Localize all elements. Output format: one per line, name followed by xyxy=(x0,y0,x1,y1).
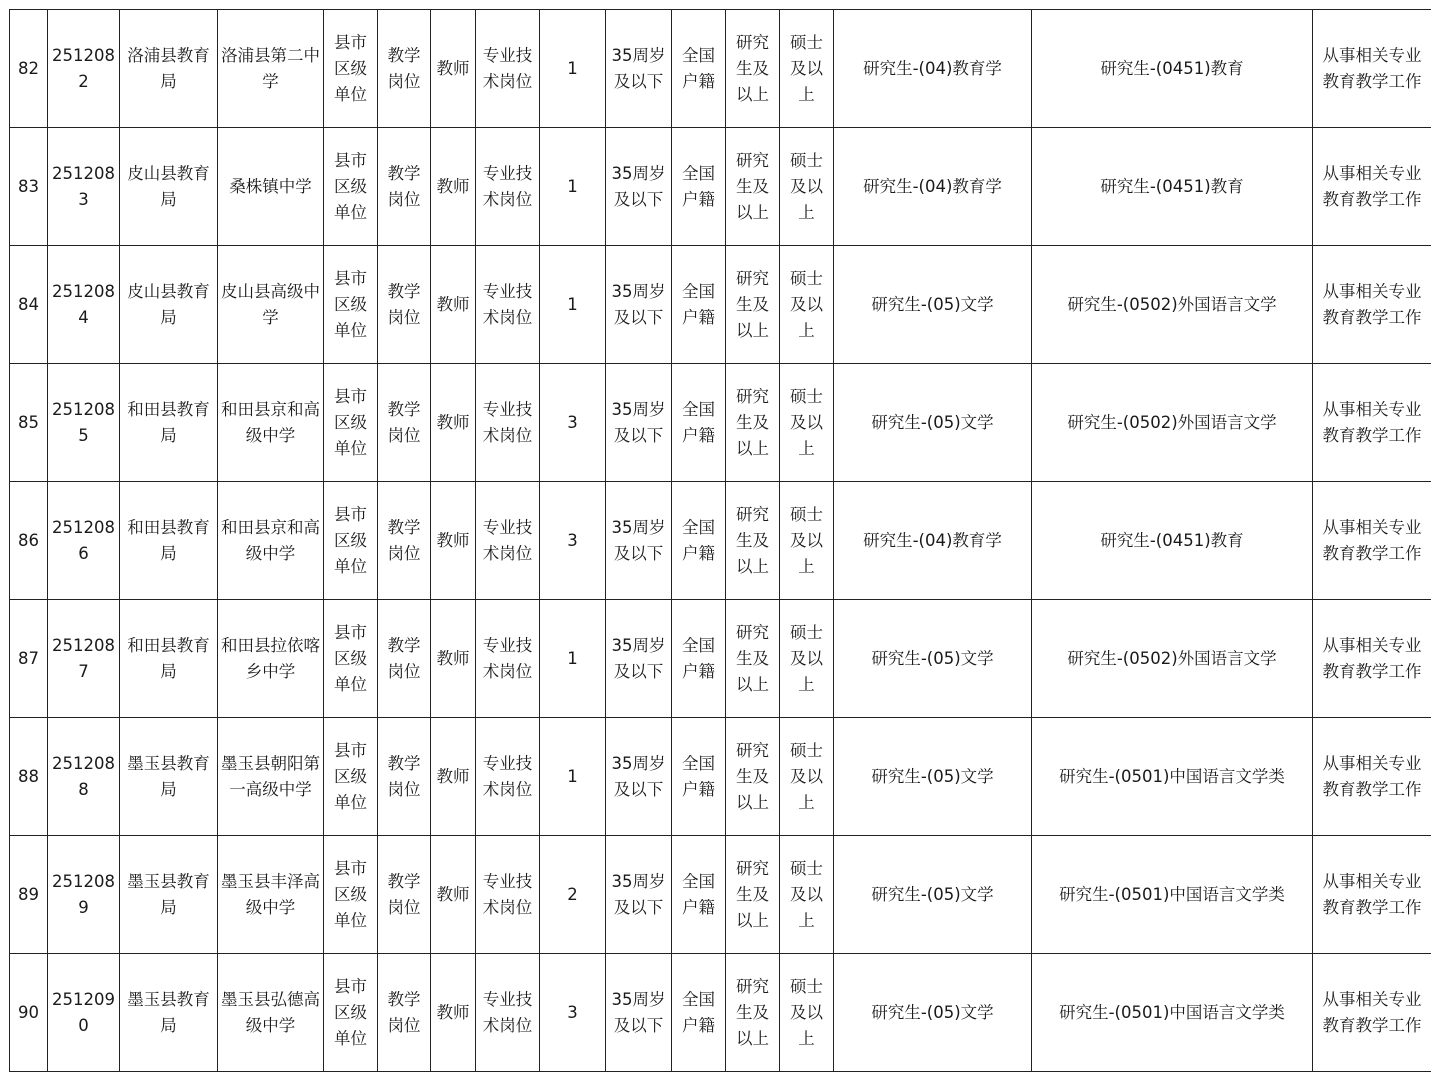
cell-education-requirement: 研究生及以上 xyxy=(726,836,780,954)
cell-post-name: 教师 xyxy=(431,954,476,1072)
cell-major-category: 研究生-(05)文学 xyxy=(834,246,1032,364)
cell-post-class: 专业技术岗位 xyxy=(476,364,540,482)
cell-education-requirement: 研究生及以上 xyxy=(726,482,780,600)
table-row xyxy=(10,954,1432,1072)
cell-education-requirement: 研究生及以上 xyxy=(726,600,780,718)
cell-unit-level: 县市区级单位 xyxy=(324,482,378,600)
cell-department: 墨玉县教育局 xyxy=(120,954,218,1072)
cell-major-category: 研究生-(04)教育学 xyxy=(834,482,1032,600)
cell-post-type: 教学岗位 xyxy=(378,128,431,246)
cell-serial-number: 89 xyxy=(10,836,48,954)
cell-serial-number: 83 xyxy=(10,128,48,246)
table-row xyxy=(10,128,1432,246)
cell-education-requirement: 研究生及以上 xyxy=(726,10,780,128)
cell-degree-requirement: 硕士及以上 xyxy=(780,128,834,246)
cell-age-requirement: 35周岁及以下 xyxy=(606,836,672,954)
cell-education-requirement: 研究生及以上 xyxy=(726,128,780,246)
cell-post-name: 教师 xyxy=(431,718,476,836)
cell-post-name: 教师 xyxy=(431,836,476,954)
cell-position-code: 2512090 xyxy=(48,954,120,1072)
cell-remarks: 从事相关专业教育教学工作 xyxy=(1313,482,1432,600)
cell-hiring-count: 3 xyxy=(540,482,606,600)
cell-education-requirement: 研究生及以上 xyxy=(726,246,780,364)
cell-post-type: 教学岗位 xyxy=(378,954,431,1072)
cell-remarks: 从事相关专业教育教学工作 xyxy=(1313,128,1432,246)
cell-department: 和田县教育局 xyxy=(120,482,218,600)
cell-department: 和田县教育局 xyxy=(120,364,218,482)
cell-major-category: 研究生-(05)文学 xyxy=(834,836,1032,954)
cell-position-code: 2512088 xyxy=(48,718,120,836)
cell-household-registration: 全国户籍 xyxy=(672,246,726,364)
table-row xyxy=(10,600,1432,718)
cell-education-requirement: 研究生及以上 xyxy=(726,718,780,836)
cell-unit-level: 县市区级单位 xyxy=(324,600,378,718)
cell-post-name: 教师 xyxy=(431,482,476,600)
cell-household-registration: 全国户籍 xyxy=(672,128,726,246)
table-row xyxy=(10,718,1432,836)
cell-major-category: 研究生-(05)文学 xyxy=(834,600,1032,718)
table-row xyxy=(10,836,1432,954)
cell-degree-requirement: 硕士及以上 xyxy=(780,10,834,128)
cell-unit-level: 县市区级单位 xyxy=(324,10,378,128)
cell-department: 墨玉县教育局 xyxy=(120,718,218,836)
table-row xyxy=(10,482,1432,600)
cell-post-class: 专业技术岗位 xyxy=(476,482,540,600)
cell-major-subcategory: 研究生-(0502)外国语言文学 xyxy=(1032,600,1313,718)
cell-position-code: 2512089 xyxy=(48,836,120,954)
cell-post-name: 教师 xyxy=(431,600,476,718)
cell-unit-level: 县市区级单位 xyxy=(324,954,378,1072)
cell-household-registration: 全国户籍 xyxy=(672,718,726,836)
cell-post-name: 教师 xyxy=(431,246,476,364)
cell-age-requirement: 35周岁及以下 xyxy=(606,364,672,482)
cell-hiring-count: 1 xyxy=(540,600,606,718)
cell-post-class: 专业技术岗位 xyxy=(476,246,540,364)
cell-unit-level: 县市区级单位 xyxy=(324,128,378,246)
cell-remarks: 从事相关专业教育教学工作 xyxy=(1313,718,1432,836)
cell-employer-unit: 墨玉县朝阳第一高级中学 xyxy=(218,718,324,836)
cell-position-code: 2512084 xyxy=(48,246,120,364)
table-row xyxy=(10,246,1432,364)
cell-major-subcategory: 研究生-(0502)外国语言文学 xyxy=(1032,364,1313,482)
cell-employer-unit: 皮山县高级中学 xyxy=(218,246,324,364)
cell-major-subcategory: 研究生-(0501)中国语言文学类 xyxy=(1032,954,1313,1072)
cell-employer-unit: 墨玉县丰泽高级中学 xyxy=(218,836,324,954)
cell-household-registration: 全国户籍 xyxy=(672,836,726,954)
cell-household-registration: 全国户籍 xyxy=(672,10,726,128)
cell-position-code: 2512087 xyxy=(48,600,120,718)
cell-remarks: 从事相关专业教育教学工作 xyxy=(1313,600,1432,718)
cell-position-code: 2512085 xyxy=(48,364,120,482)
cell-hiring-count: 1 xyxy=(540,246,606,364)
cell-employer-unit: 和田县京和高级中学 xyxy=(218,364,324,482)
cell-major-category: 研究生-(05)文学 xyxy=(834,718,1032,836)
cell-hiring-count: 2 xyxy=(540,836,606,954)
cell-degree-requirement: 硕士及以上 xyxy=(780,364,834,482)
table-row xyxy=(10,10,1432,128)
cell-age-requirement: 35周岁及以下 xyxy=(606,482,672,600)
cell-major-category: 研究生-(05)文学 xyxy=(834,364,1032,482)
cell-education-requirement: 研究生及以上 xyxy=(726,364,780,482)
cell-department: 和田县教育局 xyxy=(120,600,218,718)
cell-post-type: 教学岗位 xyxy=(378,836,431,954)
cell-department: 墨玉县教育局 xyxy=(120,836,218,954)
cell-post-class: 专业技术岗位 xyxy=(476,836,540,954)
cell-position-code: 2512083 xyxy=(48,128,120,246)
cell-unit-level: 县市区级单位 xyxy=(324,718,378,836)
cell-post-class: 专业技术岗位 xyxy=(476,718,540,836)
table-row xyxy=(10,364,1432,482)
cell-post-type: 教学岗位 xyxy=(378,600,431,718)
cell-employer-unit: 墨玉县弘德高级中学 xyxy=(218,954,324,1072)
cell-post-class: 专业技术岗位 xyxy=(476,954,540,1072)
cell-age-requirement: 35周岁及以下 xyxy=(606,128,672,246)
cell-position-code: 2512086 xyxy=(48,482,120,600)
cell-post-name: 教师 xyxy=(431,364,476,482)
cell-employer-unit: 和田县京和高级中学 xyxy=(218,482,324,600)
cell-age-requirement: 35周岁及以下 xyxy=(606,718,672,836)
cell-household-registration: 全国户籍 xyxy=(672,954,726,1072)
cell-remarks: 从事相关专业教育教学工作 xyxy=(1313,836,1432,954)
cell-remarks: 从事相关专业教育教学工作 xyxy=(1313,10,1432,128)
cell-age-requirement: 35周岁及以下 xyxy=(606,954,672,1072)
cell-unit-level: 县市区级单位 xyxy=(324,364,378,482)
cell-post-name: 教师 xyxy=(431,10,476,128)
cell-serial-number: 82 xyxy=(10,10,48,128)
recruitment-table xyxy=(9,9,1431,1072)
cell-department: 洛浦县教育局 xyxy=(120,10,218,128)
cell-serial-number: 90 xyxy=(10,954,48,1072)
cell-unit-level: 县市区级单位 xyxy=(324,246,378,364)
recruitment-table-sheet xyxy=(9,9,1431,1084)
cell-post-class: 专业技术岗位 xyxy=(476,10,540,128)
cell-major-subcategory: 研究生-(0501)中国语言文学类 xyxy=(1032,836,1313,954)
cell-major-subcategory: 研究生-(0451)教育 xyxy=(1032,10,1313,128)
cell-hiring-count: 1 xyxy=(540,128,606,246)
cell-degree-requirement: 硕士及以上 xyxy=(780,246,834,364)
cell-remarks: 从事相关专业教育教学工作 xyxy=(1313,954,1432,1072)
cell-degree-requirement: 硕士及以上 xyxy=(780,954,834,1072)
cell-department: 皮山县教育局 xyxy=(120,128,218,246)
cell-major-category: 研究生-(04)教育学 xyxy=(834,10,1032,128)
cell-age-requirement: 35周岁及以下 xyxy=(606,10,672,128)
cell-post-type: 教学岗位 xyxy=(378,718,431,836)
cell-major-subcategory: 研究生-(0502)外国语言文学 xyxy=(1032,246,1313,364)
cell-post-type: 教学岗位 xyxy=(378,364,431,482)
cell-degree-requirement: 硕士及以上 xyxy=(780,836,834,954)
cell-post-class: 专业技术岗位 xyxy=(476,128,540,246)
cell-age-requirement: 35周岁及以下 xyxy=(606,600,672,718)
cell-household-registration: 全国户籍 xyxy=(672,600,726,718)
cell-post-type: 教学岗位 xyxy=(378,10,431,128)
cell-degree-requirement: 硕士及以上 xyxy=(780,600,834,718)
cell-major-category: 研究生-(05)文学 xyxy=(834,954,1032,1072)
cell-post-class: 专业技术岗位 xyxy=(476,600,540,718)
table-body xyxy=(10,10,1432,1072)
cell-employer-unit: 和田县拉依喀乡中学 xyxy=(218,600,324,718)
cell-age-requirement: 35周岁及以下 xyxy=(606,246,672,364)
cell-serial-number: 84 xyxy=(10,246,48,364)
cell-degree-requirement: 硕士及以上 xyxy=(780,718,834,836)
cell-post-name: 教师 xyxy=(431,128,476,246)
cell-major-subcategory: 研究生-(0451)教育 xyxy=(1032,128,1313,246)
cell-remarks: 从事相关专业教育教学工作 xyxy=(1313,364,1432,482)
cell-position-code: 2512082 xyxy=(48,10,120,128)
cell-post-type: 教学岗位 xyxy=(378,482,431,600)
cell-hiring-count: 3 xyxy=(540,954,606,1072)
cell-department: 皮山县教育局 xyxy=(120,246,218,364)
cell-degree-requirement: 硕士及以上 xyxy=(780,482,834,600)
cell-household-registration: 全国户籍 xyxy=(672,364,726,482)
cell-education-requirement: 研究生及以上 xyxy=(726,954,780,1072)
cell-hiring-count: 3 xyxy=(540,364,606,482)
cell-serial-number: 86 xyxy=(10,482,48,600)
cell-household-registration: 全国户籍 xyxy=(672,482,726,600)
cell-unit-level: 县市区级单位 xyxy=(324,836,378,954)
cell-hiring-count: 1 xyxy=(540,10,606,128)
cell-post-type: 教学岗位 xyxy=(378,246,431,364)
cell-major-subcategory: 研究生-(0501)中国语言文学类 xyxy=(1032,718,1313,836)
cell-employer-unit: 洛浦县第二中学 xyxy=(218,10,324,128)
cell-serial-number: 87 xyxy=(10,600,48,718)
cell-serial-number: 88 xyxy=(10,718,48,836)
cell-employer-unit: 桑株镇中学 xyxy=(218,128,324,246)
cell-remarks: 从事相关专业教育教学工作 xyxy=(1313,246,1432,364)
cell-major-category: 研究生-(04)教育学 xyxy=(834,128,1032,246)
cell-major-subcategory: 研究生-(0451)教育 xyxy=(1032,482,1313,600)
cell-hiring-count: 1 xyxy=(540,718,606,836)
cell-serial-number: 85 xyxy=(10,364,48,482)
